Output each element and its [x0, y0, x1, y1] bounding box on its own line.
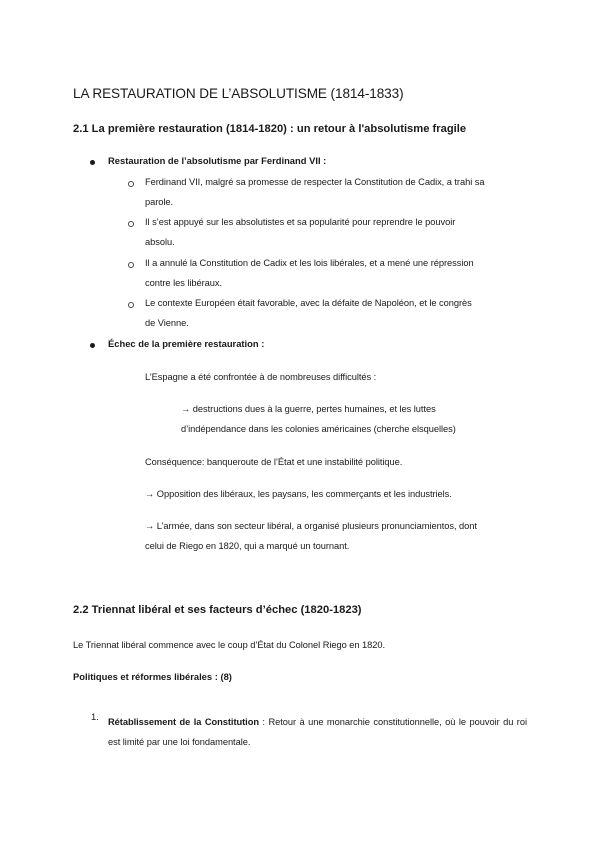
- bullet-disc-icon: [90, 343, 95, 348]
- list-item-1-bold: Rétablissement de la Constitution: [108, 717, 259, 727]
- subitem-4-line1: Le contexte Européen était favorable, avec la défaite de Napoléon, et le congrès: [145, 298, 472, 308]
- subitem-1-line1: Ferdinand VII, malgré sa promesse de respecter la Constitution de Cadix, a trahi sa: [145, 177, 485, 187]
- bullet-title-restauration: Restauration de l’absolutisme par Ferdinand VII :: [108, 155, 327, 166]
- list-item-1-text: : Retour à une monarchie constitutionnelle, où le pouvoir du roi est limité par une loi fondamentale.: [108, 717, 527, 747]
- echec-intro: L’Espagne a été confrontée à de nombreuses difficultés :: [145, 372, 377, 382]
- subitem-2-line1: Il s’est appuyé sur les absolutistes et sa popularité pour reprendre le pouvoir: [145, 217, 456, 227]
- bullet-circle-icon: [128, 262, 134, 268]
- bullet-title-echec: Échec de la première restauration :: [108, 338, 265, 349]
- subitem-1-line2: parole.: [145, 197, 174, 207]
- bullet-circle-icon: [128, 221, 134, 227]
- list-item-1: [108, 712, 527, 752]
- echec-arrow3-line2: celui de Riego en 1820, qui a marqué un tournant.: [145, 541, 350, 551]
- list-number: 1.: [91, 712, 99, 722]
- bullet-circle-icon: [128, 181, 134, 187]
- subitem-3-line2: contre les libéraux.: [145, 278, 223, 288]
- politiques-subheading: Politiques et réformes libérales : (8): [73, 671, 232, 682]
- echec-consequence: Conséquence: banqueroute de l’État et une instabilité politique.: [145, 457, 403, 467]
- section-heading-2-1: 2.1 La première restauration (1814-1820) : un retour à l'absolutisme fragile: [73, 123, 467, 135]
- document-title: LA RESTAURATION DE L’ABSOLUTISME (1814-1833): [73, 86, 404, 101]
- echec-arrow1-line1: → destructions dues à la guerre, pertes humaines, et les luttes: [181, 404, 436, 414]
- subitem-4-line2: de Vienne.: [145, 318, 189, 328]
- section-heading-2-2: 2.2 Triennat libéral et ses facteurs d’échec (1820-1823): [73, 604, 362, 616]
- bullet-disc-icon: [90, 160, 95, 165]
- echec-arrow1-line2: d’indépendance dans les colonies américaines (cherche elsquelles): [181, 424, 456, 434]
- triennat-intro: Le Triennat libéral commence avec le coup d’État du Colonel Riego en 1820.: [73, 640, 386, 650]
- subitem-3-line1: Il a annulé la Constitution de Cadix et les lois libérales, et a mené une répression: [145, 258, 474, 268]
- bullet-circle-icon: [128, 302, 134, 308]
- echec-arrow3-line1: → L’armée, dans son secteur libéral, a organisé plusieurs pronunciamientos, dont: [145, 521, 477, 531]
- echec-arrow2: → Opposition des libéraux, les paysans, les commerçants et les industriels.: [145, 489, 452, 499]
- subitem-2-line2: absolu.: [145, 237, 175, 247]
